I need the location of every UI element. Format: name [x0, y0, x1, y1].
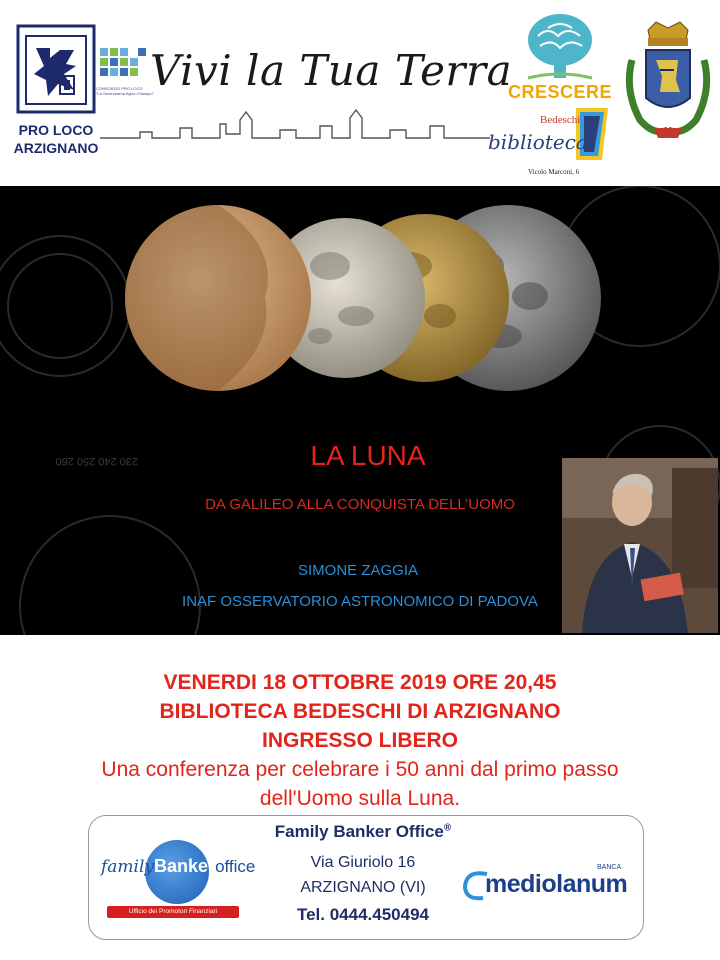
mediolanum-name: mediolanum: [485, 870, 628, 898]
event-venue: BIBLIOTECA BEDESCHI DI ARZIGNANO: [159, 700, 561, 723]
biblioteca-logo: [486, 104, 612, 180]
vau-caption: [96, 86, 156, 96]
office-phone: Tel. 0444.450494: [296, 905, 429, 924]
pro-loco-name-line1: PRO LOCO: [18, 122, 94, 138]
vau-caption-line2: "La Serenissima Agno-Chiampo": [96, 91, 154, 96]
crescere-logo: [508, 12, 612, 108]
header-logos: [0, 0, 720, 186]
pro-loco-logo: [10, 24, 102, 160]
moon-banner: [0, 186, 720, 635]
event-info: [0, 668, 720, 813]
office-title-text: Family Banker Office: [274, 822, 444, 841]
mediolanum-banca-label: BANCA: [597, 864, 622, 871]
slogan-title: Vivi la Tua Terra: [150, 46, 513, 95]
speaker-name: SIMONE ZAGGIA: [297, 562, 418, 579]
office-address: Via Giuriolo 16: [310, 854, 416, 871]
event-entry: INGRESSO LIBERO: [261, 729, 459, 752]
skyline-icon: [100, 104, 490, 146]
pro-loco-badge-icon: [16, 24, 96, 114]
talk-subtitle: DA GALILEO ALLA CONQUISTA DELL’UOMO: [205, 496, 515, 513]
vau-caption-line1: CONSORZIO PRO LOCO: [96, 86, 143, 91]
family-banker-word-family: family: [101, 857, 155, 877]
family-banker-wordmark: [101, 856, 271, 877]
talk-title: LA LUNA: [310, 440, 426, 471]
office-title-mark: ®: [443, 822, 452, 834]
event-description-line1: Una conferenza per celebrare i 50 anni dal primo passo: [101, 758, 619, 781]
family-banker-logo: [101, 840, 261, 920]
brain-tree-icon: [508, 12, 612, 82]
family-banker-word-banker: Banker: [154, 856, 216, 876]
pro-loco-name-line2: ARZIGNANO: [13, 140, 99, 156]
biblioteca-name-bedeschi: Bedeschi: [540, 114, 581, 126]
sponsor-box: [88, 815, 644, 940]
biblioteca-address: Vicolo Marconi, 6: [528, 168, 580, 176]
speaker-photo: [562, 458, 718, 633]
family-banker-strip: Ufficio dei Promotori Finanziari: [107, 906, 239, 918]
office-city: ARZIGNANO (VI): [300, 879, 426, 896]
biblioteca-name: biblioteca: [488, 130, 588, 154]
office-title: [253, 822, 473, 842]
crescere-label: CRESCERE: [508, 82, 613, 102]
event-description-line2: dell'Uomo sulla Luna.: [259, 787, 461, 810]
event-date: VENERDI 18 OTTOBRE 2019 ORE 20,45: [163, 671, 557, 694]
dial-numbers: 230 240 250 260: [55, 455, 138, 467]
mediolanum-logo: [461, 852, 637, 902]
city-crest-icon: [620, 20, 716, 146]
vau-consorzio-logo-icon: [98, 44, 148, 84]
speaker-affiliation: INAF OSSERVATORIO ASTRONOMICO DI PADOVA: [182, 593, 538, 610]
family-banker-word-office: office: [215, 857, 256, 876]
